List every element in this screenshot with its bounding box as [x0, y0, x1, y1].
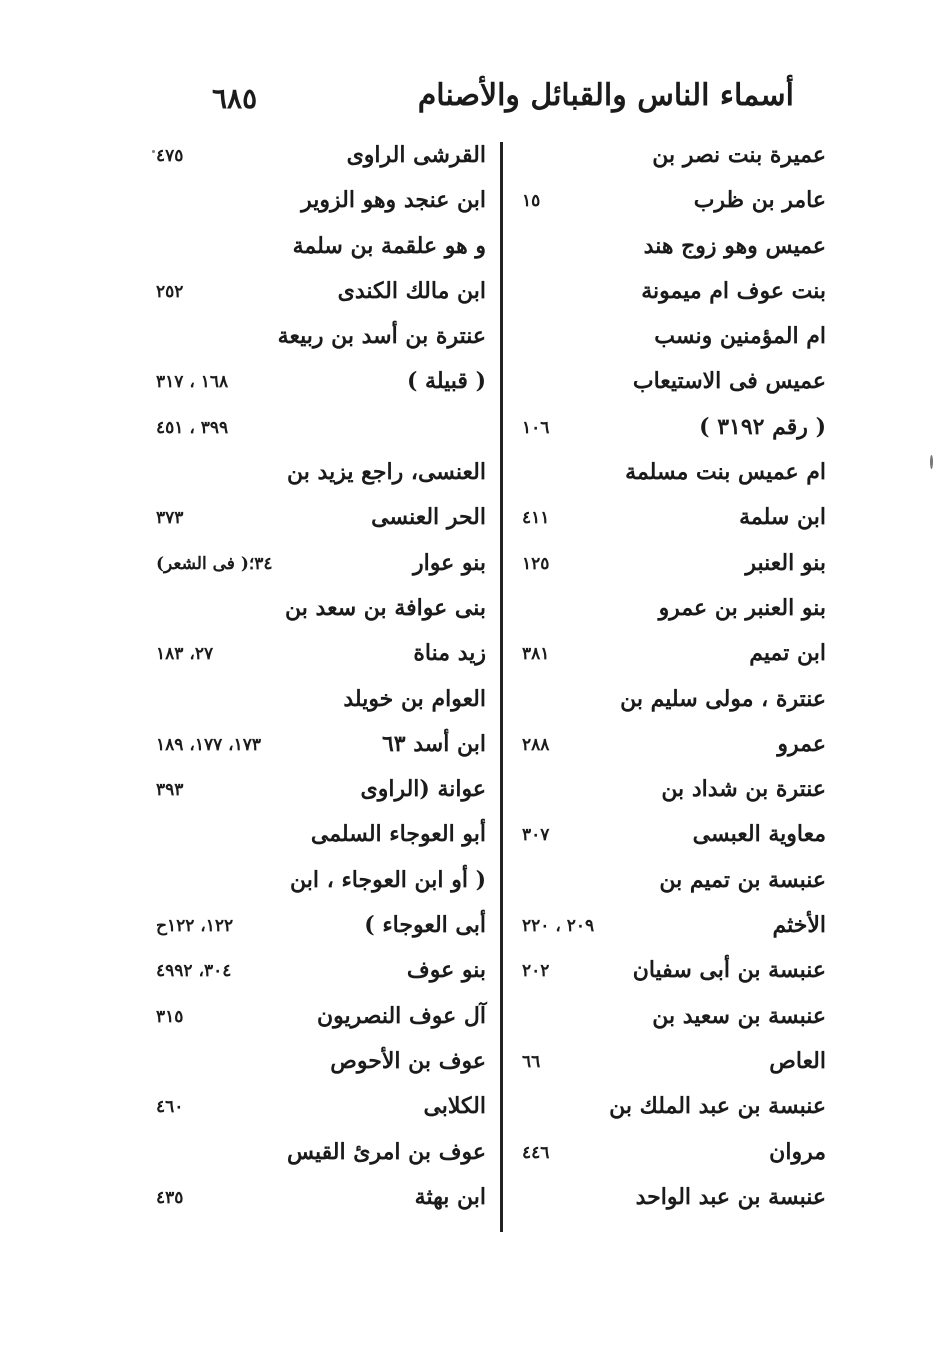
index-entry: [156, 229, 486, 274]
index-entry: [156, 1180, 486, 1225]
entry-name: عمرو: [777, 730, 826, 757]
entry-name: بنت عوف ام ميمونة: [641, 277, 826, 304]
entry-page-ref: ٤٦٠: [156, 1097, 184, 1118]
entry-name: عنبسة بن عبد الملك بن: [609, 1093, 826, 1120]
index-entry: [156, 636, 486, 681]
index-entry: [156, 319, 486, 364]
entry-name: عنترة بن شداد بن: [661, 776, 826, 803]
paper-speck: [152, 150, 155, 153]
index-entry: [522, 863, 826, 908]
running-title: أسماء الناس والقبائل والأصنام: [417, 78, 794, 113]
entry-page-ref: ٣٧٣: [156, 508, 184, 529]
index-entry: [156, 1135, 486, 1180]
index-entry: [156, 817, 486, 862]
entry-page-ref: ٣٤؛( فى الشعر): [156, 553, 273, 574]
index-entry: [522, 1044, 826, 1089]
entry-name: عوف بن الأحوص: [330, 1047, 486, 1074]
index-entry: [522, 1135, 826, 1180]
index-entry: [522, 999, 826, 1044]
entry-name: أبو العوجاء السلمى: [310, 821, 486, 848]
index-entry: [156, 274, 486, 319]
index-entry: [156, 953, 486, 998]
index-entry: [156, 500, 486, 545]
index-entry: [522, 591, 826, 636]
entry-name: آل عوف النصريون: [316, 1002, 486, 1029]
entry-name: ( قبيلة ): [406, 368, 486, 395]
entry-page-ref: ١٧٣، ١٧٧، ١٨٩: [156, 734, 262, 755]
entry-page-ref: ٤٤٦: [522, 1142, 550, 1163]
entry-name: ابن تميم: [749, 640, 826, 667]
entry-page-ref: ١٢٢، ١٢٢ح: [156, 916, 234, 937]
entry-name: ابن بهثة: [414, 1183, 486, 1210]
entry-page-ref: ٣٩٣: [156, 780, 184, 801]
entry-name: بنو العنبر: [745, 549, 826, 576]
index-entry: [522, 500, 826, 545]
index-entry: [156, 682, 486, 727]
left-column: [156, 138, 486, 1225]
index-entry: [156, 863, 486, 908]
entry-name: عنترة ، مولى سليم بن: [620, 685, 826, 712]
index-entry: [522, 183, 826, 228]
entry-page-ref: ١٥: [522, 191, 541, 212]
index-entry: [522, 682, 826, 727]
entry-name: ابن مالك الكندى: [337, 277, 486, 304]
entry-page-ref: ٣٩٩ ، ٤٥١: [156, 417, 229, 438]
entry-name: عوف بن امرئ القيس: [286, 1138, 486, 1165]
entry-name: عامر بن ظرب: [693, 187, 826, 214]
index-entry: [522, 410, 826, 455]
entry-name: بنو عوار: [412, 549, 486, 576]
entry-name: عميرة بنت نصر بن: [652, 142, 826, 168]
entry-name: عنترة بن أسد بن ربيعة: [277, 323, 486, 350]
entry-page-ref: ٤٣٥: [156, 1187, 184, 1208]
entry-name: عميس وهو زوج هند: [643, 232, 826, 259]
index-entry: [522, 138, 826, 183]
index-entry: [522, 727, 826, 772]
entry-page-ref: ٣١٥: [156, 1006, 184, 1027]
index-entry: [522, 364, 826, 409]
index-entry: [156, 908, 486, 953]
entry-page-ref: ١٦٨ ، ٣١٧: [156, 372, 229, 393]
entry-name: عوانة (الراوى: [360, 776, 486, 803]
entry-page-ref: ٢٥٢: [156, 281, 184, 302]
entry-page-ref: ٢٠٢: [522, 961, 550, 982]
index-entry: [522, 546, 826, 591]
index-entry: [522, 1089, 826, 1134]
entry-name: عنبسة بن عبد الواحد: [635, 1183, 826, 1210]
index-entry: [522, 274, 826, 319]
entry-name: ( رقم ٣١٩٢ ): [699, 413, 826, 440]
entry-name: ابن أسد ٦٣: [381, 730, 486, 757]
entry-page-ref: ١٢٥: [522, 553, 550, 574]
index-entry: [156, 999, 486, 1044]
index-entry: [156, 1089, 486, 1134]
right-column: [522, 138, 826, 1225]
entry-name: مروان: [769, 1138, 826, 1165]
entry-name: الأخثم: [772, 912, 826, 939]
index-entry: [522, 1180, 826, 1225]
index-entry: [156, 591, 486, 636]
index-entry: [522, 636, 826, 681]
entry-name: العاص: [769, 1047, 826, 1074]
entry-name: القرشى الراوى: [346, 142, 486, 168]
entry-page-ref: ٣٠٤، ٤٩٩٢: [156, 961, 232, 982]
index-entry: [156, 1044, 486, 1089]
column-divider: [500, 142, 503, 1232]
index-entry: [156, 364, 486, 409]
entry-name: أبى العوجاء ): [364, 912, 486, 939]
entry-name: عنبسة بن أبى سفيان: [632, 957, 826, 984]
entry-name: بنى عوافة بن سعد بن: [285, 594, 486, 621]
index-entry: [522, 772, 826, 817]
entry-name: ابن سلمة: [739, 504, 826, 531]
entry-page-ref: ٢٠٩ ، ٢٢٠: [522, 916, 595, 937]
entry-page-ref: ٣٠٧: [522, 825, 550, 846]
entry-name: عنبسة بن سعيد بن: [652, 1002, 826, 1029]
index-entry: [156, 183, 486, 228]
entry-name: و هو علقمة بن سلمة: [292, 232, 486, 259]
entry-name: ام المؤمنين ونسب: [654, 323, 826, 350]
index-entry: [156, 546, 486, 591]
entry-name: عميس فى الاستيعاب: [632, 368, 826, 395]
entry-name: بنو العنبر بن عمرو: [658, 594, 826, 621]
page-number: ٦٨٥: [212, 82, 258, 115]
entry-name: زيد مناة: [413, 640, 486, 667]
entry-page-ref: ١٠٦: [522, 417, 550, 438]
index-entry: [522, 817, 826, 862]
index-entry: [156, 772, 486, 817]
index-entry: [522, 229, 826, 274]
entry-name: العنسى، راجع يزيد بن: [287, 459, 486, 486]
entry-page-ref: ٢٧، ١٨٣: [156, 644, 214, 665]
index-entry: [522, 953, 826, 998]
index-entry: [156, 455, 486, 500]
entry-name: بنو عوف: [406, 957, 486, 984]
entry-page-ref: ٢٨٨: [522, 734, 550, 755]
entry-name: ابن عنجد وهو الزوير: [301, 187, 486, 214]
paper-speck: [930, 455, 933, 469]
index-entry: [156, 727, 486, 772]
entry-page-ref: ٦٦: [522, 1051, 541, 1072]
entry-name: ( أو ابن العوجاء ، ابن: [290, 866, 486, 893]
index-entry: [522, 455, 826, 500]
entry-name: معاوية العبسى: [692, 821, 826, 848]
entry-name: ام عميس بنت مسلمة: [625, 459, 826, 486]
index-entry: [522, 908, 826, 953]
entry-name: الكلابى: [423, 1093, 486, 1120]
index-entry: [156, 138, 486, 183]
entry-name: الحر العنسى: [371, 504, 486, 531]
entry-name: عنبسة بن تميم بن: [659, 866, 826, 893]
index-entry: [156, 410, 486, 455]
entry-name: العوام بن خويلد: [343, 685, 486, 712]
entry-page-ref: ٣٨١: [522, 644, 550, 665]
entry-page-ref: ٤٧٥: [156, 146, 184, 166]
index-entry: [522, 319, 826, 364]
entry-page-ref: ٤١١: [522, 508, 550, 529]
